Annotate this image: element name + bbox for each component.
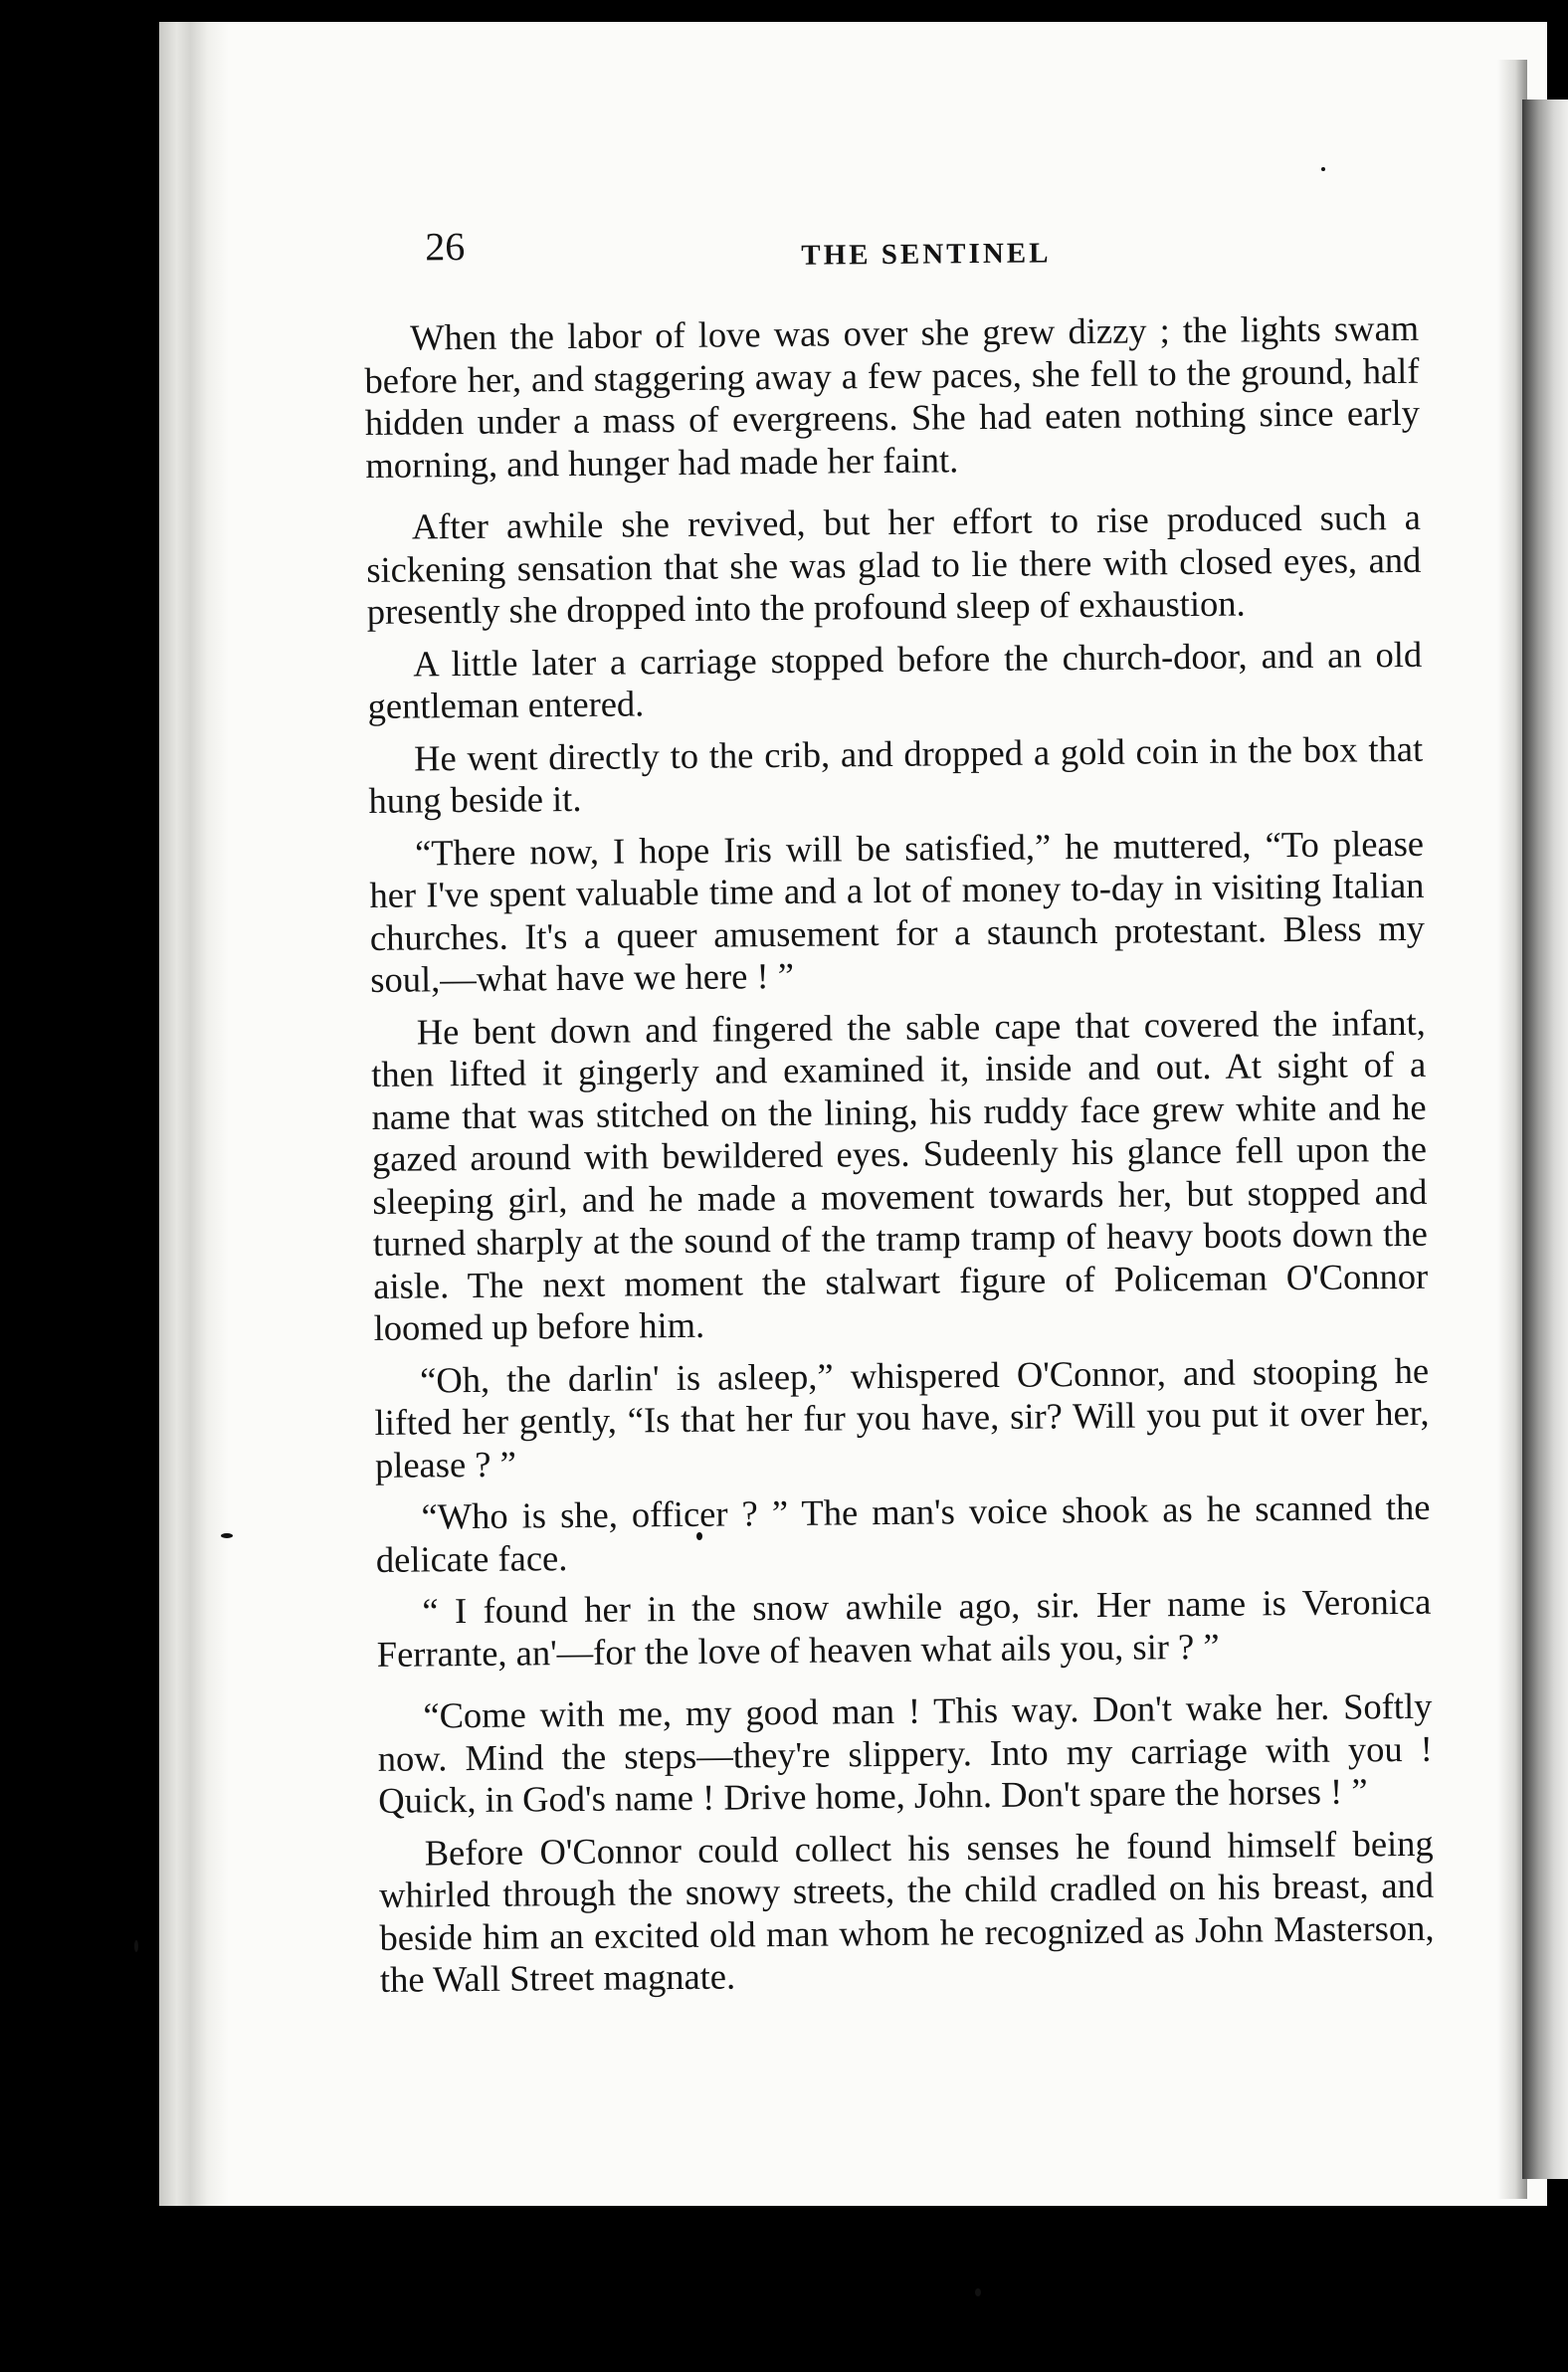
page-text-block xyxy=(363,214,1435,2002)
page-header xyxy=(363,214,1419,303)
paragraph: “Who is she, officer ? ” The man's voice shook as he scanned the delicate face. xyxy=(375,1485,1431,1580)
paragraph: After awhile she revived, but her effort to rise produced such a sickening sensation that she was glad to lie there with closed eyes, and presently she dropped into the profound sleep of exhaustion. xyxy=(366,495,1422,632)
page-number: 26 xyxy=(425,224,466,270)
margin-speck xyxy=(221,1533,233,1538)
page-gutter-shadow xyxy=(159,22,229,2206)
paragraph: Before O'Connor could collect his senses he found himself being whirled through the snowy streets, the child cradled on his breast, and beside him an excited old man whom he recognized as John Masterson, the Wall Street magnate. xyxy=(378,1822,1435,2000)
paragraph: “ I found her in the snow awhile ago, sir. Her name is Veronica Ferrante, an'—for the love of heaven what ails you, sir ? ” xyxy=(376,1580,1432,1675)
paragraph: He went directly to the crib, and dropped a gold coin in the box that hung beside it. xyxy=(368,727,1424,821)
paragraph: He bent down and fingered the sable cape that covered the infant, then lifted it gingerly and examined it, inside and out. At sight of a name that was stitched on the lining, his ruddy face grew white and he gazed around with bewildered eyes. Sudeenly his glance fell upon the sleeping girl, and he made a movement towards her, but stopped and turned sharply at the sound of the tramp tramp of heavy boots down the aisle. The next moment the stalwart figure of Policeman O'Connor loomed up before him. xyxy=(371,1001,1429,1348)
paragraph: “Oh, the darlin' is asleep,” whispered O'Connor, and stooping he lifted her gently, “Is that her fur you have, sir? Will you put it over her, please ? ” xyxy=(374,1349,1430,1485)
running-head: THE SENTINEL xyxy=(801,237,1052,272)
paragraph: A little later a carriage stopped before the church-door, and an old gentleman entered. xyxy=(367,633,1423,726)
margin-speck xyxy=(975,2288,981,2296)
paragraph: “Come with me, my good man ! This way. Don't wake her. Softly now. Mind the steps—they're slippery. Into my carriage with you ! Quick, in God's name ! Drive home, John. Don't spare the horses ! ” xyxy=(377,1684,1433,1821)
paragraph: “There now, I hope Iris will be satisfied,” he muttered, “To please her I've spent valuable time and a lot of money to-day in visiting Italian churches. It's a queer amusement for a staunch protestant. Bless my soul,—what have we here ! ” xyxy=(369,822,1426,1000)
margin-speck xyxy=(1321,167,1325,171)
paragraph: When the labor of love was over she grew dizzy ; the lights swam before her, and staggering away a few paces, she fell to the ground, half hidden under a mass of evergreens. She had eaten nothing since early morning, and hunger had made her faint. xyxy=(364,306,1421,486)
margin-speck xyxy=(134,1940,138,1952)
facing-page-edge xyxy=(1522,99,1568,2179)
